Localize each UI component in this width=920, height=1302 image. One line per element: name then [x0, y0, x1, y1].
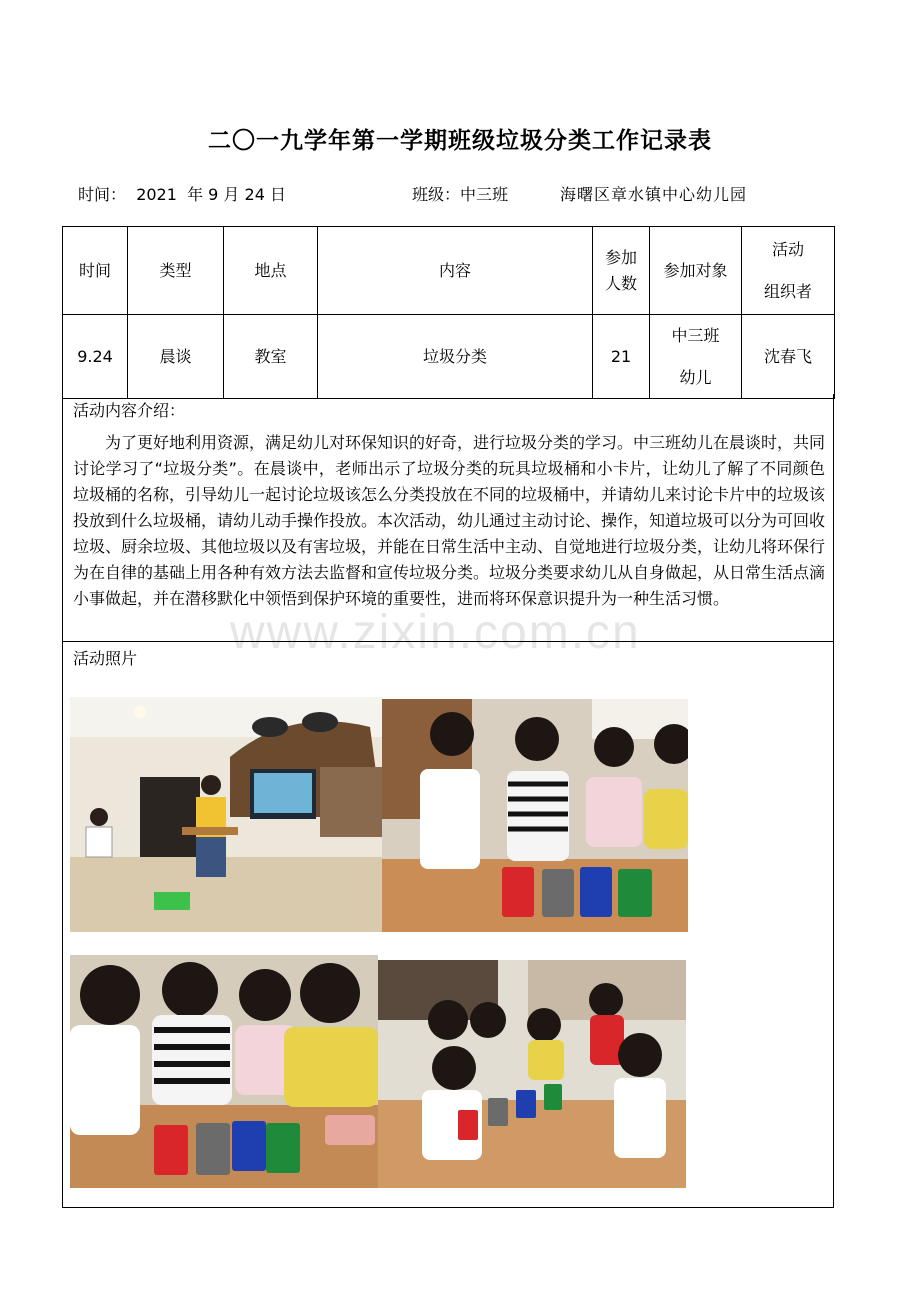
cell-time: 9.24	[63, 315, 128, 399]
date-field	[78, 182, 286, 205]
school-name: 海曙区章水镇中心幼儿园	[560, 185, 748, 204]
date-value: 2021 年 9 月 24 日	[136, 185, 286, 204]
cell-target: 中三班 幼儿	[650, 315, 742, 399]
table-row	[63, 315, 835, 399]
cell-organizer: 沈春飞	[742, 315, 835, 399]
intro-text: 为了更好地利用资源，满足幼儿对环保知识的好奇，进行垃圾分类的学习。中三班幼儿在晨谈时，共同讨论学习了“垃圾分类”。在晨谈中，老师出示了垃圾分类的玩具垃圾桶和小卡片，让幼儿了解了不同颜色垃圾桶的名称，引导幼儿一起讨论垃圾该怎么分类投放在不同的垃圾桶中，并请幼儿来讨论卡片中的垃圾该投放到什么垃圾桶，请幼儿动手操作投放。本次活动，幼儿通过主动讨论、操作，知道垃圾可以分为可回收垃圾、厨余垃圾、其他垃圾以及有害垃圾，并能在日常生活中主动、自觉地进行垃圾分类，让幼儿将环保行为在自律的基础上用各种有效方法去监督和宣传垃圾分类。垃圾分类要求幼儿从自身做起，从日常生活点滴小事做起，并在潜移默化中领悟到保护环境的重要性，进而将环保意识提升为一种生活习惯。	[73, 433, 826, 608]
header-content: 内容	[318, 227, 593, 315]
page-title: 二〇一九学年第一学期班级垃圾分类工作记录表	[208, 128, 712, 154]
header-count: 参加 人数	[593, 227, 650, 315]
watermark: www.zixin.com.cn	[230, 606, 641, 659]
time-label: 时间：	[78, 185, 127, 204]
intro-label: 活动内容介绍：	[73, 401, 186, 420]
header-target: 参加对象	[650, 227, 742, 315]
cell-count: 21	[593, 315, 650, 399]
photo-children-sorting	[382, 699, 688, 932]
class-field: 班级：中三班	[412, 185, 509, 204]
photos-label: 活动照片	[73, 649, 138, 668]
photo-teacher-classroom	[70, 697, 382, 932]
header-place: 地点	[224, 227, 318, 315]
cell-place: 教室	[224, 315, 318, 399]
header-time: 时间	[63, 227, 128, 315]
header-organizer: 活动 组织者	[742, 227, 835, 315]
photo-children-bins-closeup	[70, 955, 378, 1188]
header-type: 类型	[128, 227, 224, 315]
cell-content: 垃圾分类	[318, 315, 593, 399]
photo-group-at-table	[378, 960, 686, 1188]
cell-type: 晨谈	[128, 315, 224, 399]
table-header-row	[63, 227, 835, 315]
record-table	[62, 226, 835, 399]
